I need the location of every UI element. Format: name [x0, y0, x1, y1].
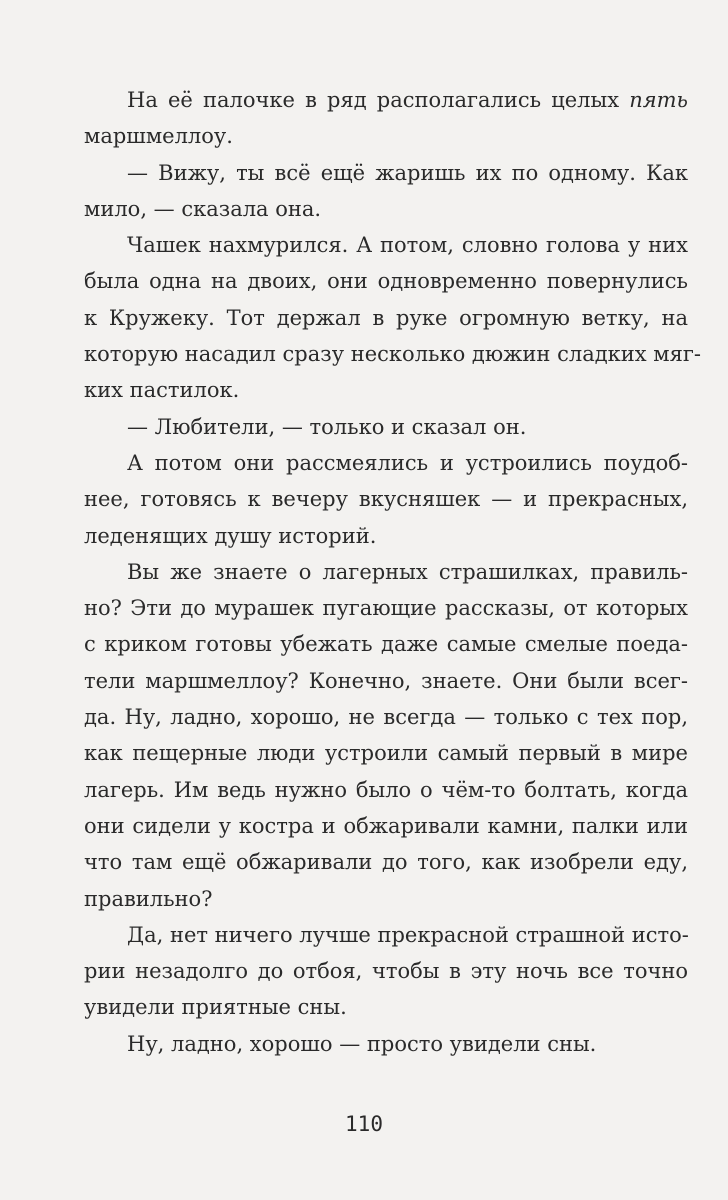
text-line: они сидели у костра и обжаривали камни, палки или: [84, 813, 688, 838]
text-line: Да, нет ничего лучше прекрасной страшной исто-: [127, 922, 689, 947]
text-line: как пещерные люди устроили самый первый в мире: [84, 741, 688, 766]
text-line: да. Ну, ладно, хорошо, не всегда — только с тех пор,: [84, 705, 688, 730]
text-line: Чашек нахмурился. А потом, словно голова у них: [127, 233, 688, 258]
text-line: тели маршмеллоу? Конечно, знаете. Они были всег-: [84, 668, 688, 693]
text-line: — Вижу, ты всё ещё жаришь их по одному. Как: [127, 160, 688, 185]
text-line: — Любители, — только и сказал он.: [127, 414, 527, 439]
body-text: [84, 82, 701, 1062]
text-line: мило, — сказала она.: [84, 196, 322, 221]
text-line: но? Эти до мурашек пугающие рассказы, от которых: [84, 596, 688, 621]
text-line: с криком готовы убежать даже самые смелые поеда-: [84, 632, 688, 657]
text-line: к Кружеку. Тот держал в руке огромную ветку, на: [84, 305, 688, 330]
text-line: нее, готовясь к вечеру вкусняшек — и прекрасных,: [84, 487, 688, 512]
text-line: Вы же знаете о лагерных страшилках, правиль-: [127, 559, 688, 584]
emphasis-word: пять: [629, 88, 688, 112]
text-line: леденящих душу историй.: [84, 523, 377, 548]
text-line: ких пастилок.: [84, 378, 240, 403]
text-line: которую насадил сразу несколько дюжин сладких мяг-: [84, 342, 701, 367]
text-line: рии незадолго до отбоя, чтобы в эту ночь все точно: [84, 959, 688, 984]
text-line: На её палочке в ряд располагались целых пять: [127, 88, 688, 112]
text-line: была одна на двоих, они одновременно повернулись: [84, 269, 688, 294]
text-line: что там ещё обжаривали до того, как изобрели еду,: [84, 850, 688, 875]
text-line: правильно?: [84, 886, 213, 911]
page-number: 110: [345, 1112, 383, 1136]
text-line: маршмеллоу.: [84, 124, 233, 149]
text-line: Ну, ладно, хорошо — просто увидели сны.: [127, 1031, 597, 1056]
text-line: увидели приятные сны.: [84, 995, 347, 1020]
text-line: А потом они рассмеялись и устроились поудоб-: [127, 450, 688, 475]
text-line: лагерь. Им ведь нужно было о чём-то болтать, когда: [84, 777, 688, 802]
